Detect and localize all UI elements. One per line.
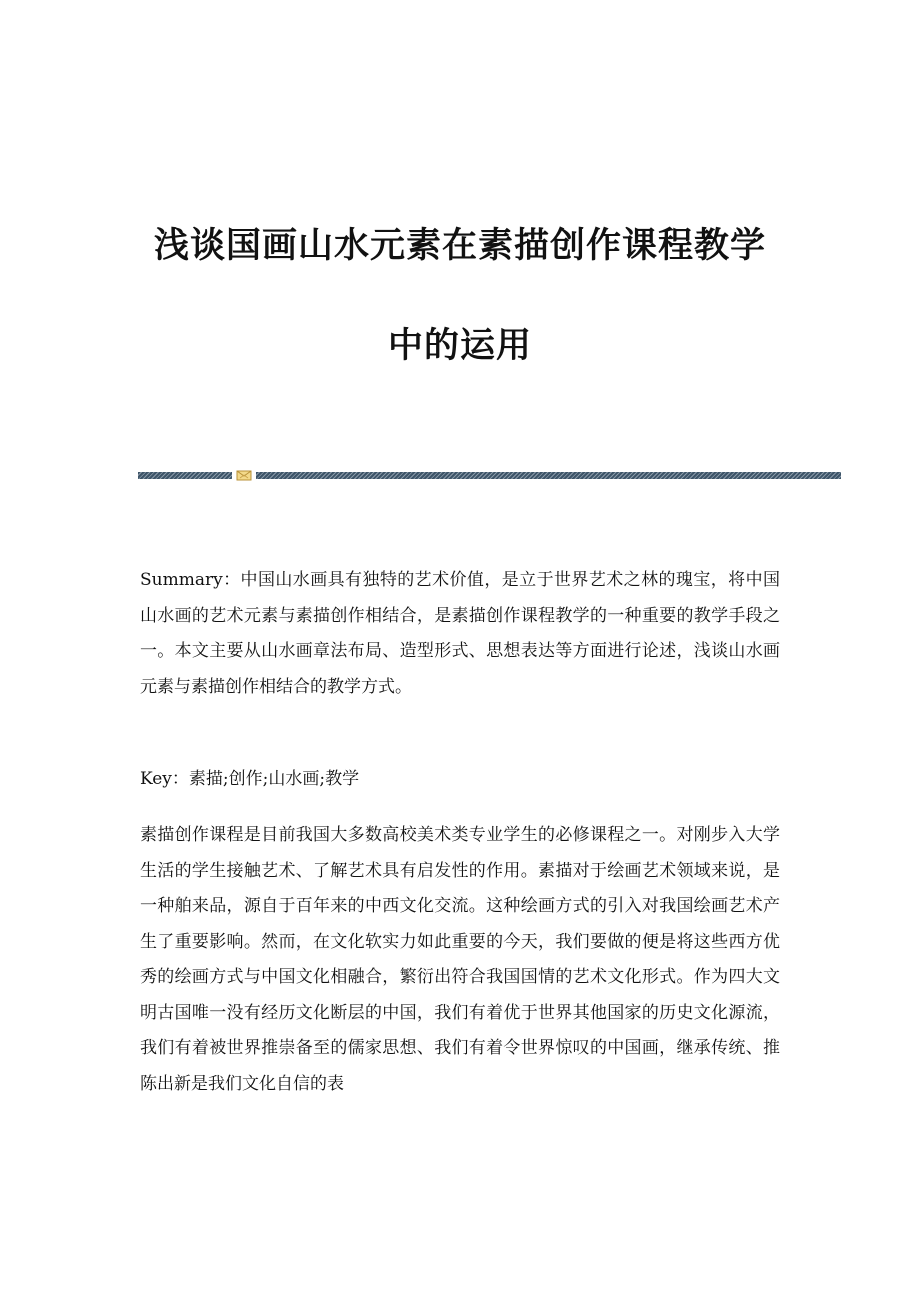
title-divider — [138, 470, 841, 480]
divider-bar-left — [138, 472, 232, 479]
summary-paragraph: Summary：中国山水画具有独特的艺术价值，是立于世界艺术之林的瑰宝，将中国山水画的艺术元素与素描创作相结合，是素描创作课程教学的一种重要的教学手段之一。本文主要从山水画章法布局、造型形式、思想表达等方面进行论述，浅谈山水画元素与素描创作相结合的教学方式。 — [140, 570, 780, 697]
divider-bar-right — [256, 472, 841, 479]
body-paragraph: 素描创作课程是目前我国大多数高校美术类专业学生的必修课程之一。对刚步入大学生活的学生接触艺术、了解艺术具有启发性的作用。素描对于绘画艺术领域来说，是一种舶来品，源自于百年来的中西文化交流。这种绘画方式的引入对我国绘画艺术产生了重要影响。然而，在文化软实力如此重要的今天，我们要做的便是将这些西方优秀的绘画方式与中国文化相融合，繁衍出符合我国国情的艺术文化形式。作为四大文明古国唯一没有经历文化断层的中国，我们有着优于世界其他国家的历史文化源流，我们有着被世界推崇备至的儒家思想、我们有着令世界惊叹的中国画，继承传统、推陈出新是我们文化自信的表 — [140, 825, 780, 1094]
document-title-line1: 浅谈国画山水元素在素描创作课程教学 — [153, 226, 766, 266]
ornament-icon — [236, 470, 252, 481]
keywords-line: Key：素描;创作;山水画;教学 — [140, 769, 360, 789]
document-title-line2: 中的运用 — [387, 326, 532, 366]
